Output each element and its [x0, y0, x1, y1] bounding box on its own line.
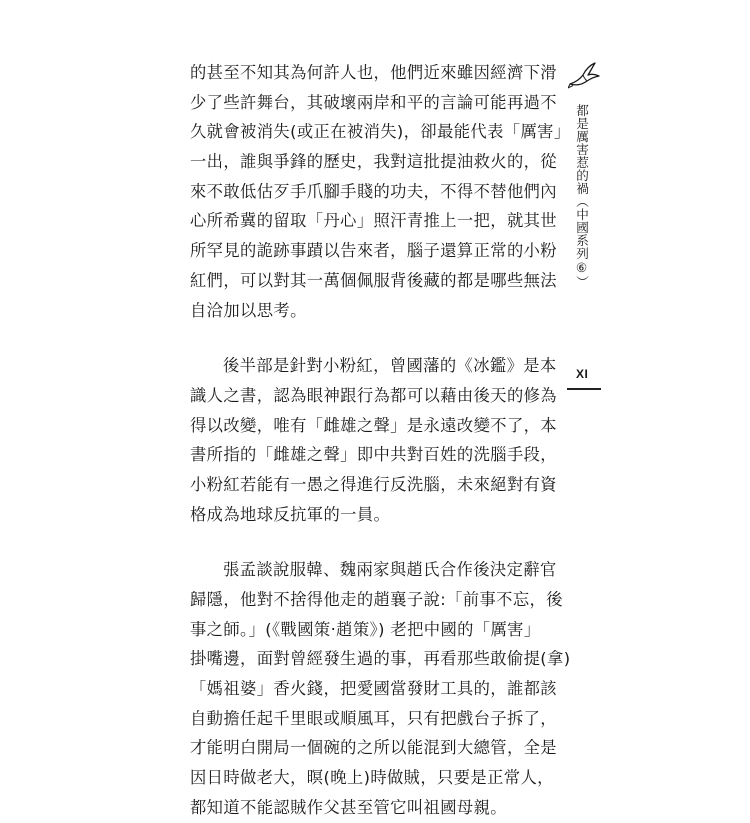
page-number: XI — [576, 367, 589, 381]
text-line: 才能明白開局一個碗的之所以能混到大總管，全是 — [190, 738, 557, 758]
text-line: 來不敢低估歹手爪腳手賤的功夫，不得不替他們內 — [190, 181, 557, 201]
text-line: 所罕見的詭跡事蹟以告來者，腦子還算正常的小粉 — [190, 241, 557, 261]
paragraph — [190, 58, 571, 325]
text-line: 的甚至不知其為何許人也，他們近來雖因經濟下滑 — [190, 63, 557, 82]
running-header — [568, 60, 604, 400]
text-line: 心所希冀的留取「丹心」照汗青推上一把，就其世 — [190, 211, 557, 231]
text-line: 掛嘴邊，面對曾經發生過的事，再看那些敢偷提(拿) — [190, 649, 571, 669]
text-line: 「媽祖婆」香火錢，把愛國當發財工具的，誰都該 — [190, 679, 557, 699]
text-line: 自洽加以思考。 — [190, 300, 307, 320]
text-line: 後半部是針對小粉紅，曾國藩的《冰鑑》是本 — [223, 356, 557, 376]
body-text — [190, 58, 571, 823]
page-number-rule — [567, 388, 601, 390]
text-line: 小粉紅若能有一愚之得進行反洗腦，未來絕對有資 — [190, 474, 557, 494]
text-line: 一出，誰與爭鋒的歷史，我對這批提油救火的，從 — [190, 152, 557, 172]
paragraph — [190, 351, 558, 529]
text-line: 少了些許舞台，其破壞兩岸和平的言論可能再過不 — [190, 92, 557, 112]
paragraph — [190, 555, 571, 822]
text-line: 紅們，可以對其一萬個佩服背後藏的都是哪些無法 — [190, 270, 557, 290]
text-line: 識人之書，認為眼神跟行為都可以藉由後天的修為 — [190, 385, 557, 405]
text-line: 書所指的「雌雄之聲」即中共對百姓的洗腦手段， — [190, 445, 557, 465]
text-line: 都知道不能認賊作父甚至管它叫祖國母親。 — [190, 797, 507, 817]
bird-icon — [568, 60, 602, 94]
text-line: 自動擔任起千里眼或順風耳，只有把戲台子拆了， — [190, 708, 557, 728]
text-line: 歸隱，他對不捨得他走的趙襄子說:「前事不忘，後 — [190, 590, 563, 609]
text-line: 張孟談說服韓、魏兩家與趙氏合作後決定辭官 — [223, 560, 557, 580]
text-line: 事之師。」(《戰國策‧趙策》) 老把中國的「厲害」 — [190, 619, 541, 639]
text-line: 得以改變，唯有「雌雄之聲」是永遠改變不了，本 — [190, 415, 557, 435]
series-title: 都是厲害惹的禍（中國系列⑥） — [574, 104, 589, 289]
text-line: 久就會被消失(或正在被消失)，卻最能代表「厲害」 — [190, 122, 571, 142]
text-line: 因日時做老大，暝(晚上)時做賊，只要是正常人， — [190, 768, 554, 788]
text-line: 格成為地球反抗軍的一員。 — [190, 504, 391, 524]
